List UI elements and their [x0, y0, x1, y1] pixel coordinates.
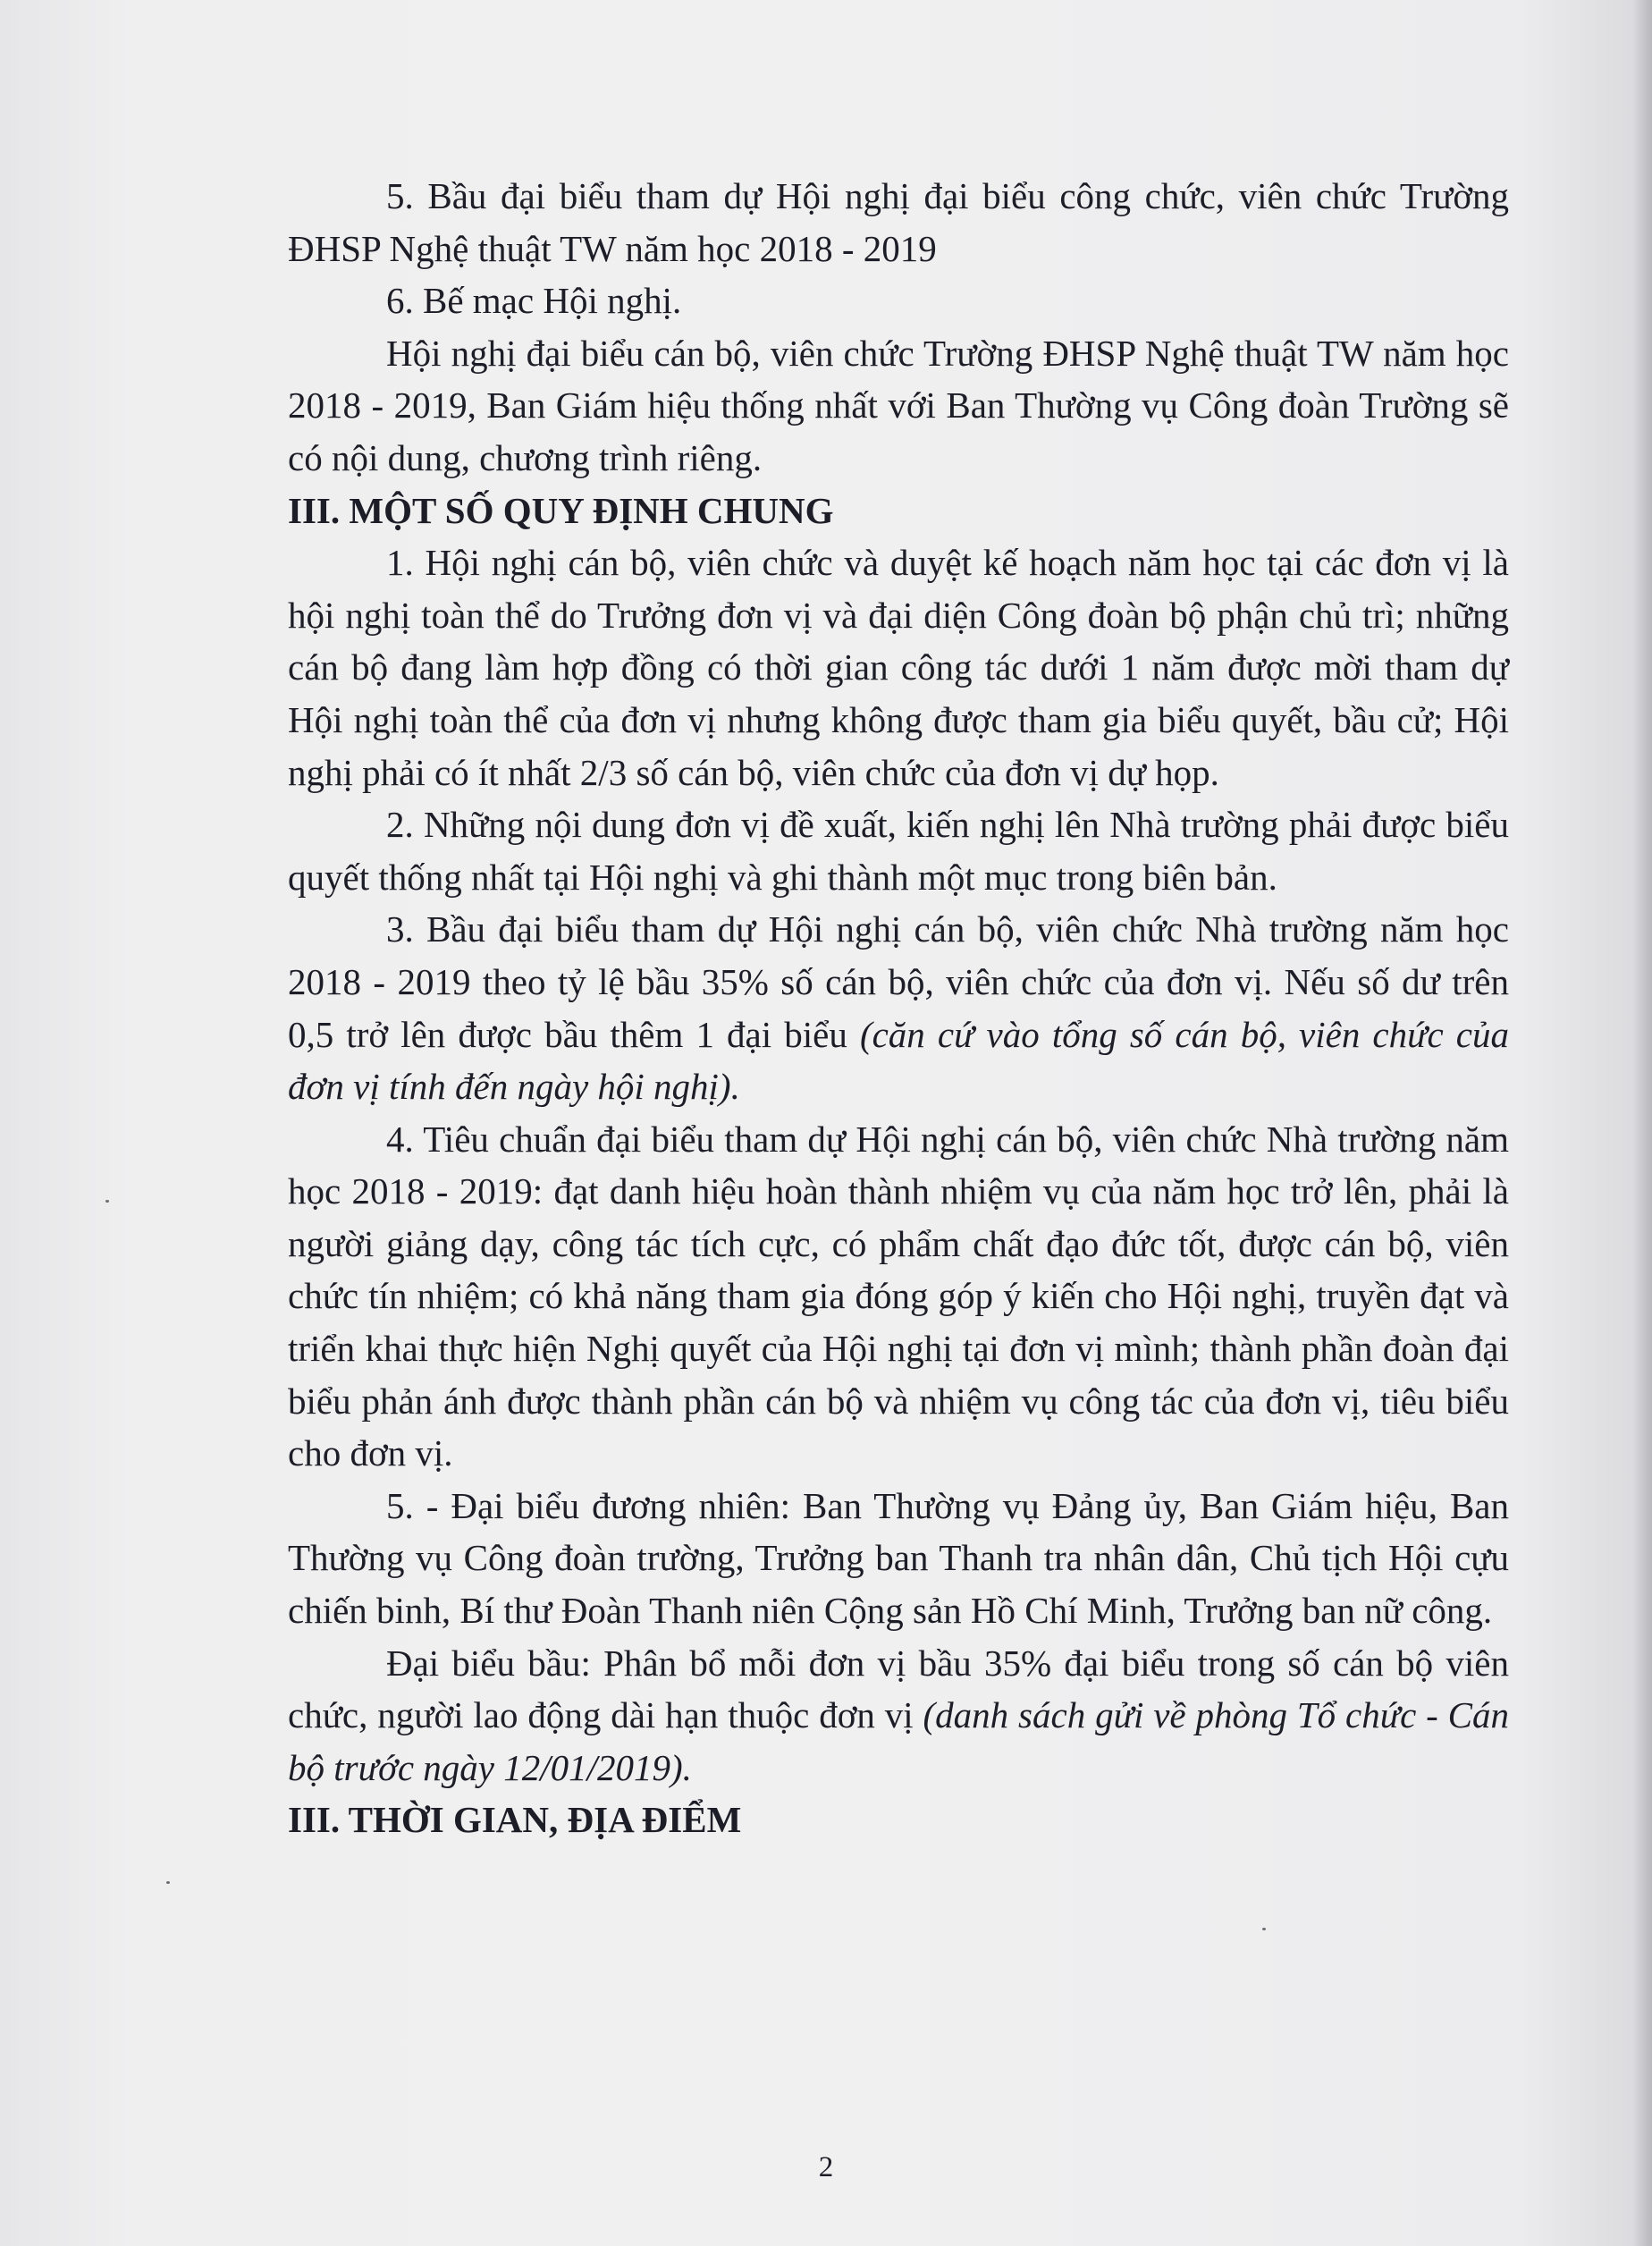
rule-item-5: 5. - Đại biểu đương nhiên: Ban Thường vụ Đảng ủy, Ban Giám hiệu, Ban Thường vụ Công đoàn trường, Trưởng ban Thanh tra nhân dân, Chủ tịch Hội cựu chiến binh, Bí thư Đoàn Thanh niên Cộng sản Hồ Chí Minh, Trưởng ban nữ công.: [288, 1484, 1509, 1632]
paragraph-conference-note: Hội nghị đại biểu cán bộ, viên chức Trường ĐHSP Nghệ thuật TW năm học 2018 - 2019, Ban Giám hiệu thống nhất với Ban Thường vụ Công đoàn Trường sẽ có nội dung, chương trình riêng.: [288, 332, 1509, 478]
rule-item-2: 2. Những nội dung đơn vị đề xuất, kiến nghị lên Nhà trường phải được biểu quyết thống nhất tại Hội nghị và ghi thành một mục trong biên bản.: [288, 804, 1509, 898]
scan-speck: [166, 1881, 170, 1884]
section-heading-time-place: III. THỜI GIAN, ĐỊA ĐIỂM: [288, 1799, 742, 1841]
elected-delegates-text: Đại biểu bầu: Phân bổ mỗi đơn vị bầu 35% đại biểu trong số cán bộ viên chức, người lao động dài hạn thuộc đơn vị: [288, 1642, 1509, 1736]
rule-item-3-note: (căn cứ vào tổng số cán bộ, viên chức của đơn vị tính đến ngày hội nghị).: [288, 1013, 1509, 1108]
rule-item-3-text: 3. Bầu đại biểu tham dự Hội nghị cán bộ, viên chức Nhà trường năm học 2018 - 2019 theo tỷ lệ bầu 35% số cán bộ, viên chức của đơn vị. Nếu số dư trên 0,5 trở lên được bầu thêm 1 đại biểu: [288, 908, 1509, 1055]
paragraph-item-6-closing: 6. Bế mạc Hội nghị.: [386, 280, 682, 322]
page-number: 2: [818, 2151, 834, 2183]
rule-item-1: 1. Hội nghị cán bộ, viên chức và duyệt kế hoạch năm học tại các đơn vị là hội nghị toàn thể do Trưởng đơn vị và đại diện Công đoàn bộ phận chủ trì; những cán bộ đang làm hợp đồng có thời gian công tác dưới 1 năm được mời tham dự Hội nghị toàn thể của đơn vị nhưng không được tham gia biểu quyết, bầu cử; Hội nghị phải có ít nhất 2/3 số cán bộ, viên chức của đơn vị dự họp.: [288, 542, 1509, 793]
paragraph-item-5-election: 5. Bầu đại biểu tham dự Hội nghị đại biểu công chức, viên chức Trường ĐHSP Nghệ thuật TW năm học 2018 - 2019: [288, 175, 1509, 269]
document-body: [288, 170, 1509, 1846]
scan-speck: [105, 1200, 109, 1203]
rule-item-3: [288, 903, 1509, 1112]
scan-speck: [1262, 1928, 1266, 1930]
section-heading-general-rules: III. MỘT SỐ QUY ĐỊNH CHUNG: [288, 489, 834, 531]
rule-item-4: 4. Tiêu chuẩn đại biểu tham dự Hội nghị cán bộ, viên chức Nhà trường năm học 2018 - 2019: đạt danh hiệu hoàn thành nhiệm vụ của năm học trở lên, phải là người giảng dạy, công tác tích cực, có phẩm chất đạo đức tốt, được cán bộ, viên chức tín nhiệm; có khả năng tham gia đóng góp ý kiến cho Hội nghị, truyền đạt và triển khai thực hiện Nghị quyết của Hội nghị tại đơn vị mình; thành phần đoàn đại biểu phản ánh được thành phần cán bộ và nhiệm vụ công tác của đơn vị, tiêu biểu cho đơn vị.: [288, 1118, 1509, 1474]
rule-elected-delegates: [288, 1637, 1509, 1794]
page-edge-shadow: [1632, 0, 1652, 2246]
elected-delegates-note: (danh sách gửi về phòng Tổ chức - Cán bộ trước ngày 12/01/2019).: [288, 1694, 1510, 1788]
